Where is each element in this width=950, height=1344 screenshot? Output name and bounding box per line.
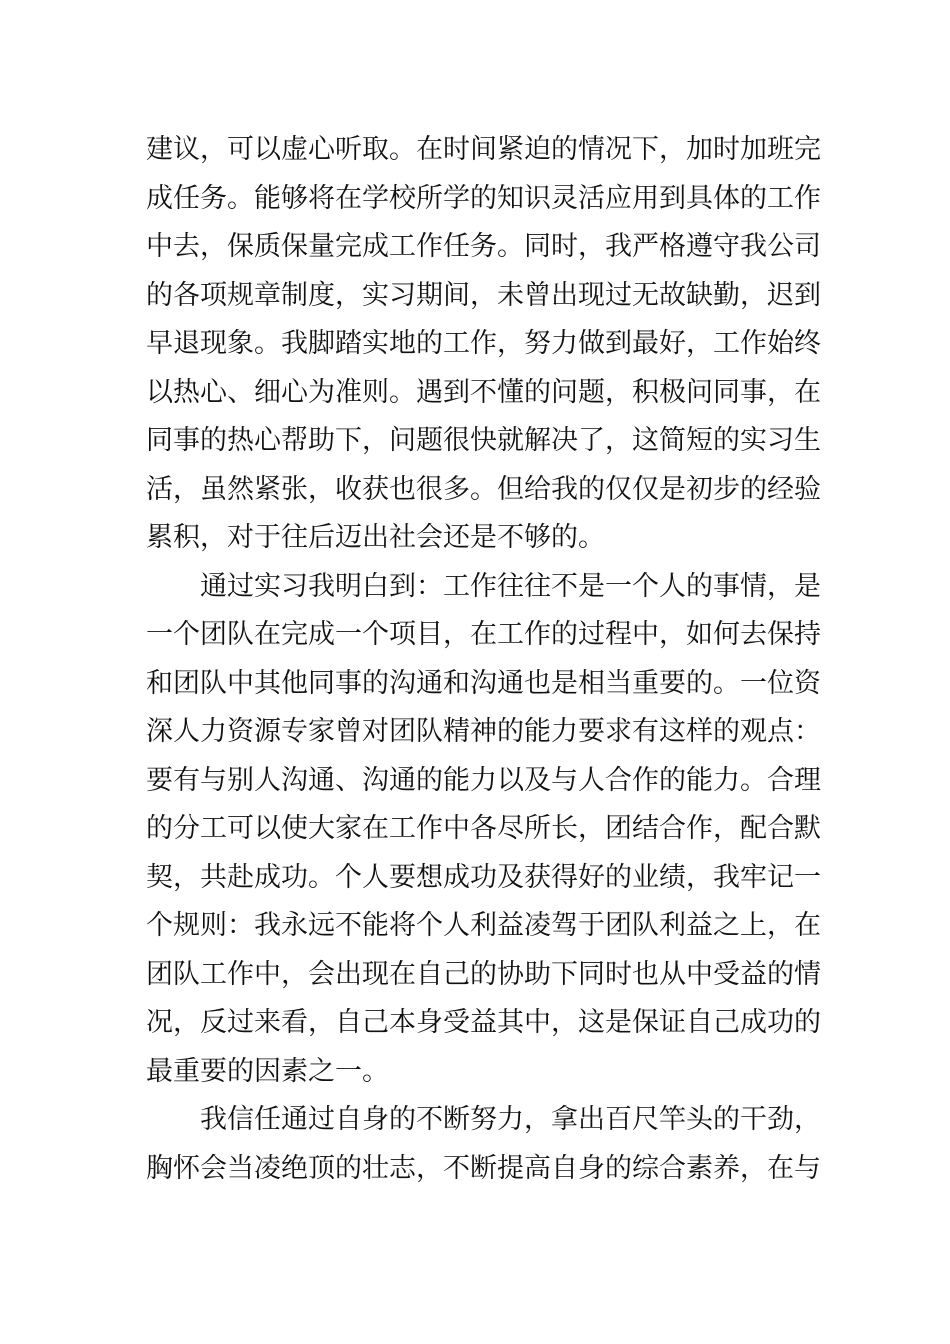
text-line: 建议，可以虚心听取。在时间紧迫的情况下，加时加班完 <box>146 134 821 165</box>
text-line: 要有与别人沟通、沟通的能力以及与人合作的能力。合理 <box>146 764 821 796</box>
text-line: 以热心、细心为准则。遇到不懂的问题，积极问同事，在 <box>146 376 821 408</box>
text-line: 和团队中其他同事的沟通和沟通也是相当重要的。一位资 <box>146 667 821 699</box>
body-text <box>146 126 826 1193</box>
text-line: 一个团队在完成一个项目，在工作的过程中，如何去保持 <box>146 619 821 650</box>
text-line: 中去，保质保量完成工作任务。同时，我严格遵守我公司 <box>146 231 821 262</box>
text-line: 深人力资源专家曾对团队精神的能力要求有这样的观点： <box>146 716 821 747</box>
text-line: 团队工作中，会出现在自己的协助下同时也从中受益的情 <box>146 958 821 990</box>
text-line: 个规则：我永远不能将个人利益凌驾于团队利益之上，在 <box>146 910 821 941</box>
text-line: 的各项规章制度，实习期间，未曾出现过无故缺勤，迟到 <box>146 279 821 311</box>
text-line: 通过实习我明白到：工作往往不是一个人的事情，是 <box>146 570 821 602</box>
text-line: 的分工可以使大家在工作中各尽所长，团结合作，配合默 <box>146 813 821 844</box>
text-line: 况，反过来看，自己本身受益其中，这是保证自己成功的 <box>146 1007 821 1038</box>
text-line: 活，虽然紧张，收获也很多。但给我的仅仅是初步的经验 <box>146 473 821 505</box>
text-line: 最重要的因素之一。 <box>146 1055 389 1087</box>
text-line: 累积，对于往后迈出社会还是不够的。 <box>146 522 605 553</box>
text-line: 契，共赴成功。个人要想成功及获得好的业绩，我牢记一 <box>146 861 821 893</box>
text-line: 我信任通过自身的不断努力，拿出百尺竿头的干劲， <box>146 1104 821 1135</box>
text-line: 同事的热心帮助下，问题很快就解决了，这简短的实习生 <box>146 425 821 456</box>
text-line: 胸怀会当凌绝顶的壮志，不断提高自身的综合素养，在与 <box>146 1152 821 1184</box>
text-line: 成任务。能够将在学校所学的知识灵活应用到具体的工作 <box>146 182 821 214</box>
text-line: 早退现象。我脚踏实地的工作，努力做到最好，工作始终 <box>146 328 821 359</box>
